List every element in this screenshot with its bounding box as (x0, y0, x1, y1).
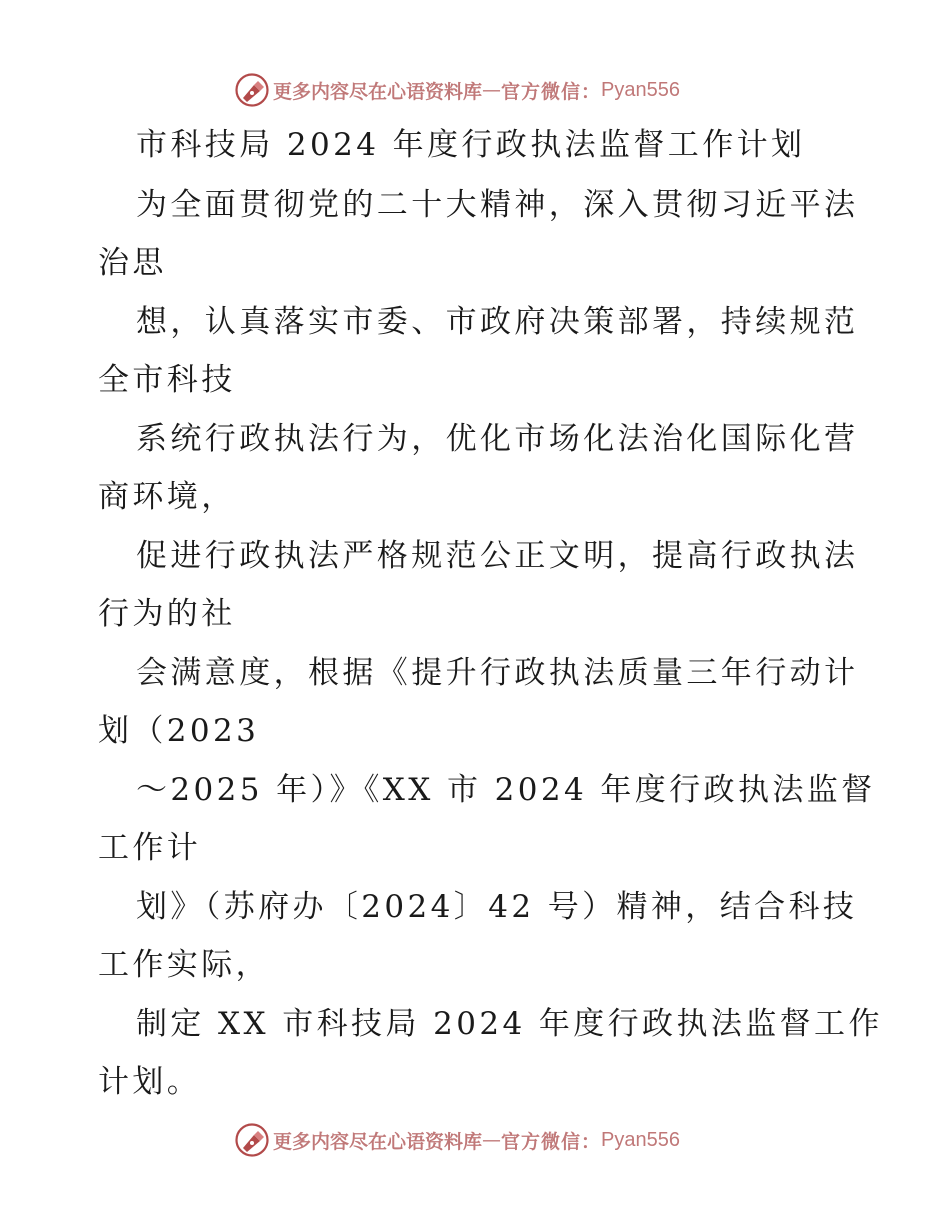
footer-banner (234, 1122, 680, 1158)
paragraph-line: 计划。 (98, 1064, 202, 1100)
paragraph-line: ～2025 年）》《XX 市 2024 年度行政执法监督 (136, 772, 876, 808)
paragraph-line: 想，认真落实市委、市政府决策部署，持续规范 (136, 304, 859, 340)
header-banner (234, 72, 680, 108)
banner-wechat-id: Pyan556 (601, 78, 680, 101)
banner-main-text: 更多内容尽在心语资料库 (273, 1130, 483, 1153)
paragraph-line: 全市科技 (98, 362, 236, 398)
paragraph-line: 治思 (98, 245, 167, 281)
banner-wechat-label: 官方微信： (501, 80, 602, 103)
banner-dash: — (482, 1129, 502, 1151)
pen-nib-logo-icon (234, 1122, 270, 1158)
banner-dash: — (482, 79, 502, 101)
paragraph-line: 划（2023 (98, 713, 260, 749)
paragraph-line: 促进行政执法严格规范公正文明，提高行政执法 (136, 538, 859, 574)
paragraph-line: 制定 XX 市科技局 2024 年度行政执法监督工作 (136, 1006, 883, 1042)
document-title: 市科技局 2024 年度行政执法监督工作计划 (136, 127, 806, 163)
paragraph-line: 商环境， (98, 479, 236, 515)
paragraph-line: 工作实际， (98, 947, 270, 983)
paragraph-line: 会满意度，根据《提升行政执法质量三年行动计 (136, 655, 859, 691)
banner-main-text: 更多内容尽在心语资料库 (273, 80, 483, 103)
paragraph-line: 工作计 (98, 830, 202, 866)
paragraph-line: 划》（苏府办〔2024〕42 号）精神，结合科技 (136, 889, 858, 925)
paragraph-line: 为全面贯彻党的二十大精神，深入贯彻习近平法 (136, 187, 859, 223)
paragraph-line: 系统行政执法行为，优化市场化法治化国际化营 (136, 421, 859, 457)
banner-wechat-label: 官方微信： (501, 1130, 602, 1153)
banner-wechat-id: Pyan556 (601, 1128, 680, 1151)
paragraph-line: 行为的社 (98, 596, 236, 632)
pen-nib-logo-icon (234, 72, 270, 108)
